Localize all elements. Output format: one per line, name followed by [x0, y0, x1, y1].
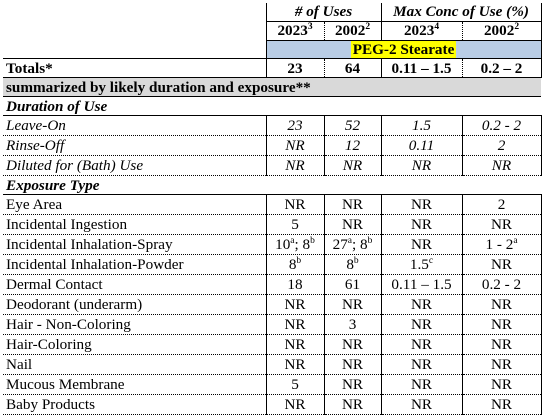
row-value	[462, 195, 541, 215]
value-text: 5	[291, 376, 299, 394]
footnote-mark: a	[347, 236, 353, 247]
header-row-groups	[3, 3, 541, 22]
row-label: Incidental Ingestion	[3, 215, 266, 235]
row-value	[462, 255, 541, 275]
row-label: Leave-On	[3, 116, 266, 136]
value-text: 0.2 - 2	[481, 276, 522, 294]
value-text: NR	[284, 196, 306, 214]
frequency-concentration-table	[3, 3, 542, 415]
row-value	[324, 375, 381, 395]
value-text: NR	[490, 256, 513, 274]
value-text: 2	[497, 196, 506, 214]
row-label: Deodorant (underarm)	[3, 295, 266, 315]
row-value	[266, 295, 324, 315]
header-blank	[3, 22, 266, 41]
exposure-heading-row	[3, 176, 541, 195]
value-text: NR	[341, 336, 364, 354]
row-label: Nail	[3, 355, 266, 375]
row-value	[324, 295, 381, 315]
ingredient-name: PEG-2 Stearate	[352, 41, 455, 58]
footnote-mark: a	[290, 236, 295, 247]
footnote-mark: b	[367, 236, 373, 247]
value-text: 18	[287, 276, 303, 294]
summary-heading: summarized by likely duration and exposure**	[3, 78, 541, 97]
row-value: NR	[462, 156, 541, 176]
row-value	[266, 335, 324, 355]
row-value	[266, 235, 324, 255]
row-value	[381, 375, 462, 395]
header-blank	[3, 3, 266, 22]
value-text: NR	[284, 296, 306, 314]
uses-group-header: # of Uses	[266, 3, 381, 22]
row-label: Hair - Non-Coloring	[3, 315, 266, 335]
value-text: 3	[348, 316, 357, 334]
row-value	[462, 235, 541, 255]
value-text: NR	[284, 356, 306, 374]
totals-value: 0.11 – 1.5	[381, 59, 462, 78]
row-value	[381, 255, 462, 275]
row-value	[462, 295, 541, 315]
value-text: NR	[490, 216, 513, 234]
value-text: 1.5	[409, 256, 429, 274]
value-text: NR	[341, 216, 364, 234]
year-header: 2023$^4$	[381, 22, 462, 41]
value-text: ; 8	[294, 236, 311, 254]
table-row	[3, 255, 541, 275]
row-value	[266, 195, 324, 215]
totals-value: 0.2 – 2	[462, 59, 541, 78]
value-text: ; 8	[352, 236, 368, 254]
row-label: Eye Area	[3, 195, 266, 215]
header-row-ingredient	[3, 41, 541, 59]
table-row	[3, 156, 541, 176]
row-value	[266, 215, 324, 235]
value-text: NR	[410, 336, 433, 354]
row-value	[462, 275, 541, 295]
year-header: 2002$^2$	[324, 22, 381, 41]
footnote-mark: b	[353, 256, 359, 267]
row-value	[266, 375, 324, 395]
row-value: NR	[266, 136, 324, 156]
value-text: NR	[410, 216, 433, 234]
table-row	[3, 355, 541, 375]
duration-heading-row	[3, 97, 541, 116]
value-text: NR	[410, 316, 433, 334]
row-label: Rinse-Off	[3, 136, 266, 156]
footnote-mark: b	[310, 236, 315, 247]
row-label: Incidental Inhalation-Powder	[3, 255, 266, 275]
row-label: Diluted for (Bath) Use	[3, 156, 266, 176]
row-label: Mucous Membrane	[3, 375, 266, 395]
table-row	[3, 215, 541, 235]
value-text: NR	[490, 296, 513, 314]
header-row-years	[3, 22, 541, 41]
table-row	[3, 375, 541, 395]
totals-value: 23	[266, 59, 324, 78]
row-label: Incidental Inhalation-Spray	[3, 235, 266, 255]
exposure-heading: Exposure Type	[3, 176, 541, 195]
value-text: NR	[341, 396, 364, 414]
value-text: 0.11 – 1.5	[391, 276, 452, 294]
row-value	[324, 315, 381, 335]
row-value	[381, 355, 462, 375]
row-value: 0.2 - 2	[462, 116, 541, 136]
duration-heading: Duration of Use	[3, 97, 541, 116]
value-text: 61	[344, 276, 361, 294]
value-text: NR	[410, 376, 433, 394]
footnote-mark: a	[513, 236, 518, 247]
value-text: NR	[410, 196, 433, 214]
row-value	[324, 355, 381, 375]
row-value	[266, 395, 324, 415]
summary-heading-row	[3, 78, 541, 97]
row-value	[381, 335, 462, 355]
row-label: Dermal Contact	[3, 275, 266, 295]
totals-label: Totals*	[3, 59, 266, 78]
value-text: NR	[284, 396, 306, 414]
value-text: NR	[284, 336, 306, 354]
footnote-mark: b	[296, 256, 302, 267]
header-blank	[3, 41, 266, 59]
row-value: NR	[266, 156, 324, 176]
table-row	[3, 395, 541, 415]
year-header: 2023$^3$	[266, 22, 324, 41]
row-value	[381, 295, 462, 315]
value-text: NR	[490, 356, 513, 374]
table-row	[3, 275, 541, 295]
row-value: NR	[381, 156, 462, 176]
year-header: 2002$^2$	[462, 22, 541, 41]
row-value	[266, 355, 324, 375]
row-value	[266, 315, 324, 335]
table-row	[3, 295, 541, 315]
row-value	[266, 255, 324, 275]
row-value	[266, 275, 324, 295]
row-value	[462, 375, 541, 395]
row-value	[462, 395, 541, 415]
value-text: 8	[346, 256, 354, 274]
row-value	[324, 195, 381, 215]
row-value	[381, 315, 462, 335]
totals-row	[3, 59, 541, 78]
value-text: NR	[410, 396, 433, 414]
value-text: 8	[288, 256, 297, 274]
row-value: NR	[324, 156, 381, 176]
value-text: NR	[490, 316, 513, 334]
row-value	[381, 195, 462, 215]
value-text: 5	[291, 216, 299, 234]
value-text: NR	[341, 356, 364, 374]
value-text: 1 - 2	[485, 236, 514, 254]
value-text: NR	[284, 316, 306, 334]
concentration-group-header: Max Conc of Use (%)	[381, 3, 541, 22]
row-value: 52	[324, 116, 381, 136]
row-value	[462, 335, 541, 355]
row-value	[381, 395, 462, 415]
row-value	[324, 255, 381, 275]
row-label: Hair-Coloring	[3, 335, 266, 355]
value-text: NR	[410, 356, 433, 374]
table-row	[3, 116, 541, 136]
row-value	[462, 355, 541, 375]
value-text: 10	[275, 236, 291, 254]
row-value	[462, 215, 541, 235]
exposure-rows	[3, 195, 541, 415]
row-value	[381, 215, 462, 235]
value-text: NR	[341, 296, 364, 314]
row-value: 23	[266, 116, 324, 136]
row-value	[324, 335, 381, 355]
table-row	[3, 235, 541, 255]
table-row	[3, 136, 541, 156]
row-label: Baby Products	[3, 395, 266, 415]
row-value	[381, 275, 462, 295]
row-value	[324, 235, 381, 255]
footnote-mark: c	[428, 256, 434, 267]
row-value: 12	[324, 136, 381, 156]
value-text: NR	[490, 336, 513, 354]
row-value	[324, 395, 381, 415]
table-row	[3, 195, 541, 215]
row-value	[324, 215, 381, 235]
value-text: NR	[490, 396, 513, 414]
table-row	[3, 315, 541, 335]
row-value: 0.11	[381, 136, 462, 156]
totals-value: 64	[324, 59, 381, 78]
duration-rows	[3, 116, 541, 176]
row-value	[462, 315, 541, 335]
value-text: NR	[410, 236, 433, 254]
value-text: NR	[341, 376, 364, 394]
value-text: NR	[341, 196, 364, 214]
value-text: 27	[332, 236, 348, 254]
row-value	[381, 235, 462, 255]
row-value: 2	[462, 136, 541, 156]
row-value: 1.5	[381, 116, 462, 136]
ingredient-header	[266, 41, 541, 59]
row-value	[324, 275, 381, 295]
value-text: NR	[410, 296, 433, 314]
value-text: NR	[490, 376, 513, 394]
table-row	[3, 335, 541, 355]
